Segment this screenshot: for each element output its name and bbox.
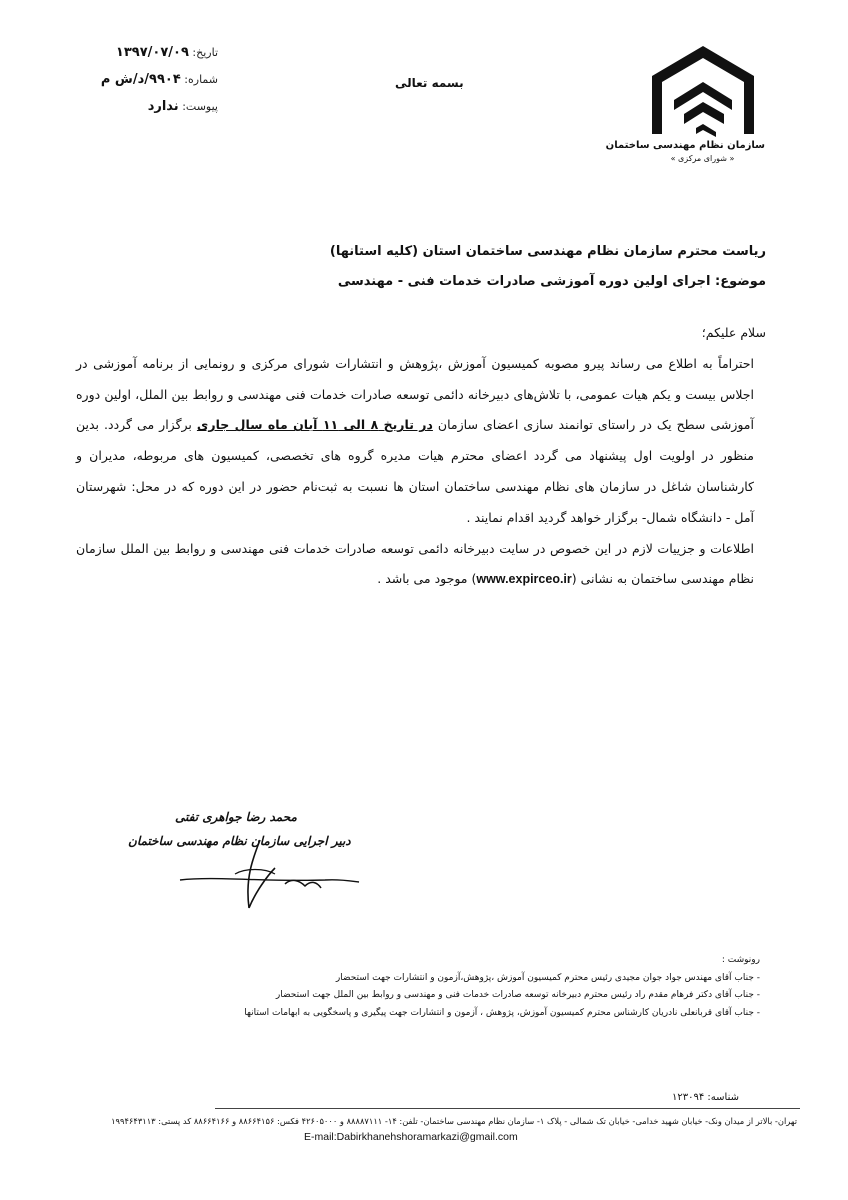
website-link[interactable]: www.expirceo.ir (476, 572, 572, 587)
signatory-name: محمد رضا جواهری تفتی (175, 810, 297, 824)
basmala: بسمه تعالی (395, 76, 464, 90)
paragraph-1-part-a: احتراماً به اطلاع می رساند پیرو مصوبه کمیسیون آموزش ،پژوهش و انتشارات شورای مرکزی و رونمایی از برنامه آموزشی در اجلاس بیست و یکم هیات عمومی، با تلاش‌های دبیرخانه دائمی توسعه صادرات خدمات فنی مهندسی و روابط بین الملل، اولین دوره آموزشی سطح یک در راستای توانمند سازی اعضای سازمان (76, 355, 754, 433)
letter-body (76, 318, 766, 595)
cc-item: - جناب آقای دکتر فرهام مقدم راد رئیس محترم دبیرخانه توسعه صادرات خدمات فنی و مهندسی و روابط بین الملل جهت استحضار (275, 990, 760, 1000)
attachment-row (78, 98, 218, 125)
letter-meta (78, 44, 218, 125)
number-label: شماره: (184, 73, 218, 86)
handwritten-signature (175, 838, 365, 910)
cc-list (200, 952, 760, 1022)
attachment-value: ندارد (147, 99, 179, 114)
attachment-label: پیوست: (182, 100, 218, 113)
footer-address: تهران- بالاتر از میدان ونک- خیابان شهید خدامی- خیابان تک شمالی - پلاک ۱- سازمان نظام مهندسی ساختمان- تلفن: ۱۴- ۸۸۸۸۷۱۱۱ و ۴۲۶۰۵۰۰۰ فکس: ۸۸۶۶۴۱۵۶ و ۸۸۶۶۴۱۶۶ کد پستی: ۱۹۹۴۶۴۳۱۱۳ (111, 1116, 797, 1126)
greeting: سلام علیکم؛ (701, 325, 766, 340)
cc-item: - جناب آقای قربانعلی نادریان کارشناس محترم کمیسیون آموزش، پژوهش ، آزمون و انتشارات جهت پیگیری و پاسخگویی به ابهامات استانها (244, 1007, 760, 1018)
cc-item: - جناب آقای مهندس جواد جوان مجیدی رئیس محترم کمیسیون آموزش ،پژوهش،آزمون و انتشارات جهت استحضار (335, 972, 760, 983)
org-logo-icon (644, 38, 762, 138)
paragraph-2-part-b: ) موجود می باشد . (377, 571, 477, 587)
org-logo-block (605, 38, 765, 163)
paragraph-2-part-a: اطلاعات و جزییات لازم در این خصوص در سایت دبیرخانه دائمی توسعه صادرات خدمات فنی مهندسی و روابط بین الملل سازمان نظام مهندسی ساختمان به نشانی ( (76, 540, 754, 587)
paragraph-1-date-highlight: در تاریخ ۸ الی ۱۱ آبان ماه سال جاری (196, 417, 433, 433)
recipient-line: ریاست محترم سازمان نظام مهندسی ساختمان استان (کلیه استانها) (329, 244, 766, 259)
date-value: ۱۳۹۷/۰۷/۰۹ (115, 45, 189, 60)
org-name: سازمان نظام مهندسی ساختمان (605, 140, 765, 151)
number-row (78, 71, 218, 98)
subject-line: موضوع: اجرای اولین دوره آموزشی صادرات خدمات فنی - مهندسی (337, 274, 766, 289)
document-serial: شناسه: ۱۲۳۰۹۴ (672, 1092, 739, 1103)
cc-title: رونوشت : (721, 955, 760, 965)
org-subtitle: « شورای مرکزی » (670, 154, 735, 163)
paragraph-1 (76, 349, 766, 534)
signatory-title: دبیر اجرایی سازمان نظام مهندسی ساختمان (128, 834, 351, 848)
paragraph-2 (76, 534, 766, 596)
date-row (78, 44, 218, 71)
footer-divider (215, 1108, 800, 1109)
footer-email[interactable]: E-mail:Dabirkhanehshoramarkazi@gmail.com (304, 1131, 518, 1143)
number-value: ۹۹۰۴/د/ش م (100, 72, 181, 87)
paragraph-1-part-b: برگزار می گردد. بدین منظور در اولویت اول پیشنهاد می گردد اعضای محترم هیات مدیره گروه های تخصصی، کمیسیون های مربوطه، مدیران و کارشناسان شاغل در سازمان های نظام مهندسی ساختمان استان ها نسبت به ثبت‌نام حضور در این دوره که در محل: شهرستان آمل - دانشگاه شمال- برگزار خواهد گردید اقدام نمایند . (76, 417, 754, 525)
date-label: تاریخ: (192, 46, 218, 59)
